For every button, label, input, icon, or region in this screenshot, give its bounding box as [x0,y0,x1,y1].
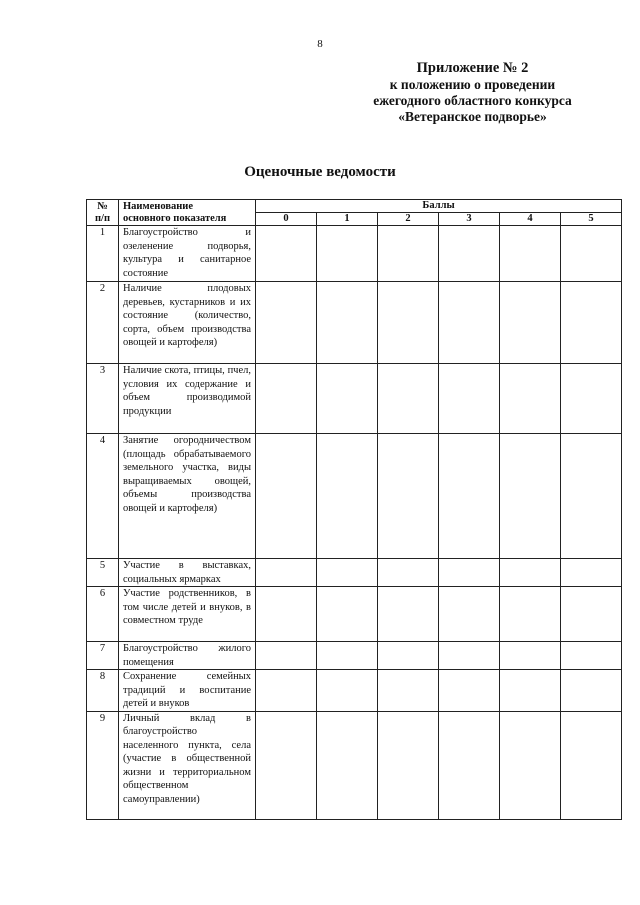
appendix-title: Приложение № 2 [416,60,529,76]
score-cell[interactable] [561,364,622,434]
score-cell[interactable] [256,642,317,670]
score-cell[interactable] [561,559,622,587]
score-cell[interactable] [317,434,378,559]
score-cell[interactable] [317,587,378,642]
table-row [87,587,622,642]
table-row [87,559,622,587]
indicator-name: Участие родственников, в том числе детей и внуков, в совместном труде [119,587,256,642]
score-cell[interactable] [500,711,561,819]
number-header-line: № [97,200,108,212]
score-cell[interactable] [378,226,439,282]
score-column-header: 0 [256,213,317,226]
table-row [87,670,622,712]
score-cell[interactable] [500,670,561,712]
row-number: 9 [87,711,119,819]
score-column-header: 4 [500,213,561,226]
page-number: 8 [317,38,323,50]
score-cell[interactable] [561,670,622,712]
score-cell[interactable] [317,670,378,712]
score-cell[interactable] [256,670,317,712]
table-header-row [87,200,622,213]
score-cell[interactable] [561,282,622,364]
score-cell[interactable] [256,587,317,642]
score-column-header: 1 [317,213,378,226]
indicator-name: Сохранение семейных традиций и воспитание детей и внуков [119,670,256,712]
score-cell[interactable] [439,434,500,559]
score-cell[interactable] [256,559,317,587]
indicator-column-header [119,200,256,226]
score-cell[interactable] [317,559,378,587]
score-column-header: 5 [561,213,622,226]
score-cell[interactable] [317,642,378,670]
indicator-header-line: Наименование [123,200,193,212]
score-cell[interactable] [378,642,439,670]
score-cell[interactable] [561,434,622,559]
score-cell[interactable] [256,434,317,559]
score-cell[interactable] [561,642,622,670]
indicator-name: Благоустройство и озеленение подворья, культура и санитарное состояние [119,226,256,282]
score-cell[interactable] [256,364,317,434]
scores-group-header: Баллы [256,200,622,213]
table-row [87,434,622,559]
score-cell[interactable] [439,559,500,587]
score-cell[interactable] [500,282,561,364]
score-cell[interactable] [500,587,561,642]
score-cell[interactable] [439,711,500,819]
row-number: 1 [87,226,119,282]
appendix-line: к положению о проведении [389,77,556,92]
table-body [87,226,622,820]
table-row [87,364,622,434]
score-cell[interactable] [378,282,439,364]
score-cell[interactable] [256,282,317,364]
table-row [87,282,622,364]
evaluation-table [86,199,622,820]
score-cell[interactable] [378,364,439,434]
score-cell[interactable] [256,711,317,819]
number-column-header [87,200,119,226]
row-number: 4 [87,434,119,559]
score-cell[interactable] [500,642,561,670]
score-cell[interactable] [378,434,439,559]
row-number: 2 [87,282,119,364]
row-number: 6 [87,587,119,642]
score-cell[interactable] [378,670,439,712]
score-cell[interactable] [317,282,378,364]
table-row [87,642,622,670]
appendix-line: ежегодного областного конкурса [373,93,572,108]
score-cell[interactable] [439,670,500,712]
score-cell[interactable] [378,587,439,642]
row-number: 5 [87,559,119,587]
indicator-name: Личный вклад в благоустройство населенного пункта, села (участие в общественной жизни и территориальном общественном самоуправлении) [119,711,256,819]
score-cell[interactable] [439,642,500,670]
score-cell[interactable] [561,711,622,819]
score-column-header: 2 [378,213,439,226]
score-cell[interactable] [317,364,378,434]
score-cell[interactable] [317,226,378,282]
score-cell[interactable] [439,226,500,282]
appendix-block [345,60,600,125]
indicator-name: Благоустройство жилого помещения [119,642,256,670]
document-title: Оценочные ведомости [244,164,396,180]
appendix-line: «Ветеранское подворье» [398,109,547,124]
score-cell[interactable] [500,364,561,434]
score-cell[interactable] [378,711,439,819]
score-cell[interactable] [439,587,500,642]
indicator-name: Участие в выставках, социальных ярмарках [119,559,256,587]
indicator-header-line: основного показателя [123,212,227,224]
row-number: 8 [87,670,119,712]
row-number: 7 [87,642,119,670]
number-header-line: п/п [94,212,111,224]
score-cell[interactable] [561,226,622,282]
score-cell[interactable] [500,226,561,282]
table-row [87,226,622,282]
indicator-name: Наличие плодовых деревьев, кустарников и их состояние (количество, сорта, объем производства овощей и картофеля) [119,282,256,364]
score-cell[interactable] [561,587,622,642]
score-cell[interactable] [378,559,439,587]
score-cell[interactable] [500,434,561,559]
score-column-header: 3 [439,213,500,226]
score-cell[interactable] [500,559,561,587]
score-cell[interactable] [439,282,500,364]
table-row [87,711,622,819]
indicator-name: Наличие скота, птицы, пчел, условия их содержание и объем производимой продукции [119,364,256,434]
score-cell[interactable] [256,226,317,282]
score-cell[interactable] [317,711,378,819]
score-cell[interactable] [439,364,500,434]
indicator-name: Занятие огородничеством (площадь обрабатываемого земельного участка, виды выращиваемых овощей, объемы производства овощей и картофеля) [119,434,256,559]
row-number: 3 [87,364,119,434]
